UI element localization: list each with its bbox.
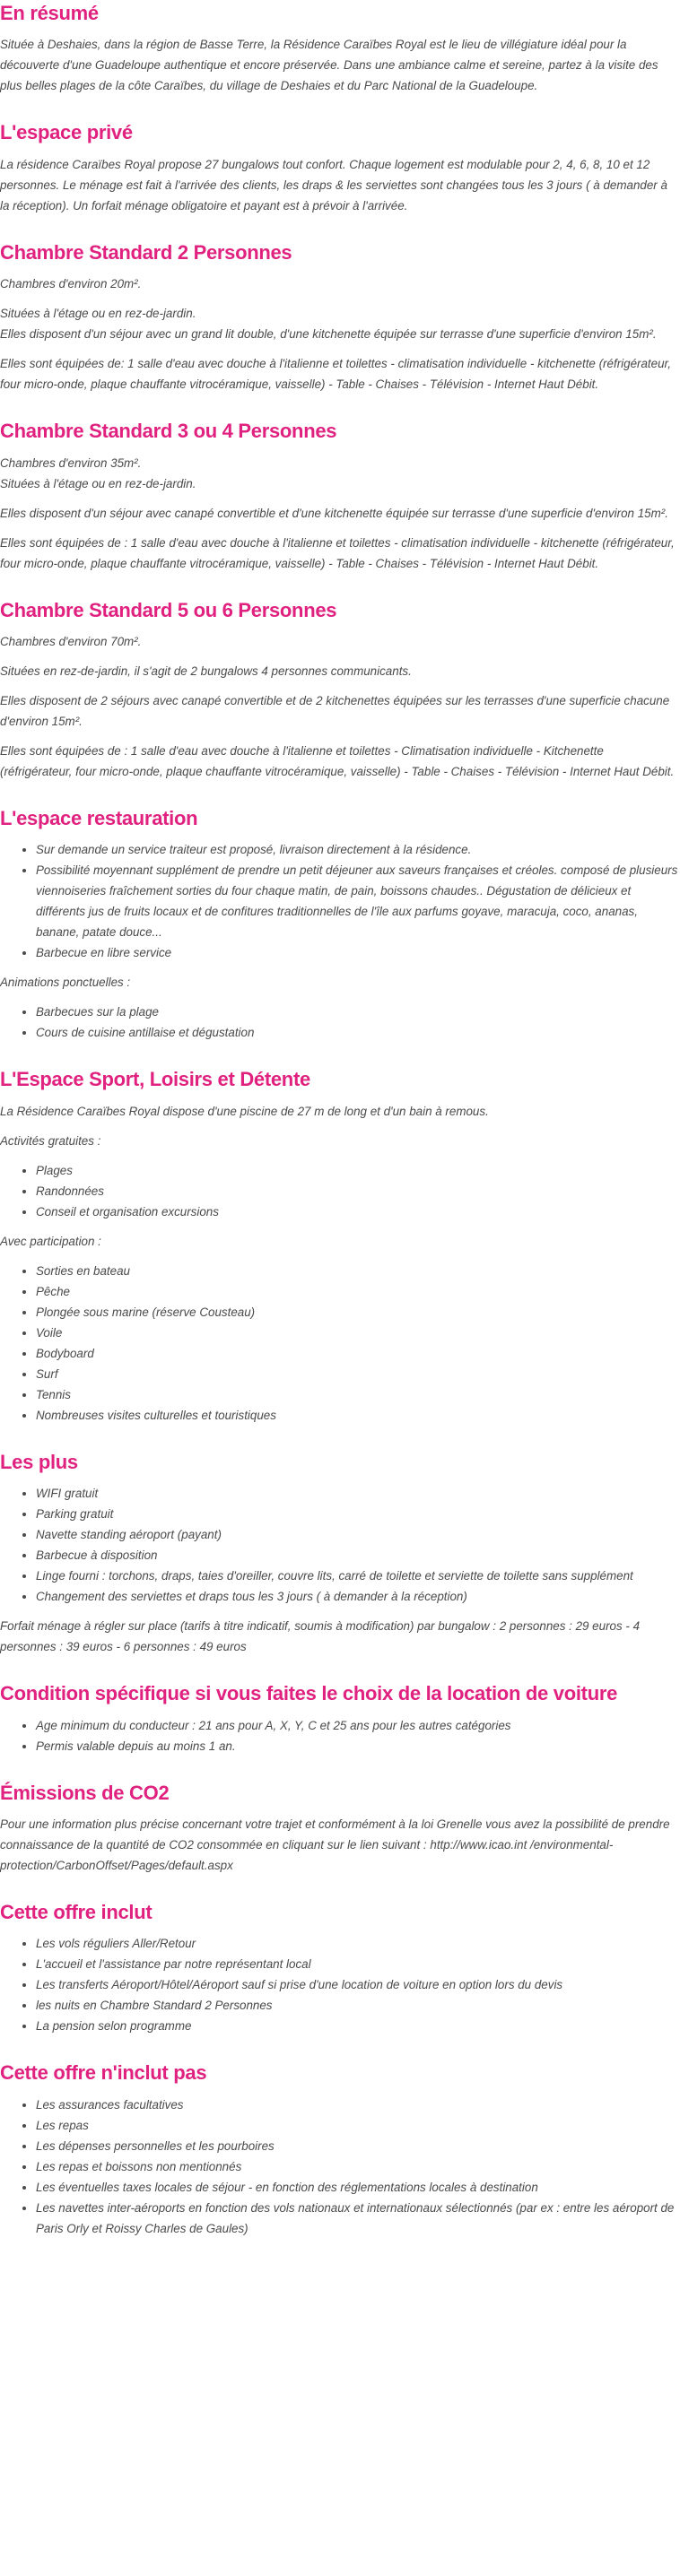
list-item: • Nombreuses visites culturelles et touristiques: [36, 1405, 678, 1426]
list-item: • Les navettes inter-aéroports en fonction des vols nationaux et internationaux sélectionnés (par ex : entre les aéroport de Paris Orly et Roissy Charles de Gaules): [36, 2198, 678, 2239]
section-title-chambre-3-4: Chambre Standard 3 ou 4 Personnes: [0, 420, 337, 443]
list-item: • Les assurances facultatives: [36, 2095, 678, 2115]
list-item: • Parking gratuit: [36, 1504, 678, 1524]
chambre-2-desc: [0, 303, 678, 344]
section-co2: [0, 1782, 678, 1876]
plus-list: [0, 1483, 678, 1607]
list-item: • les nuits en Chambre Standard 2 Personnes: [36, 1995, 678, 2016]
section-plus: [0, 1451, 678, 1657]
section-title-espace-prive: L'espace privé: [0, 121, 133, 144]
ninclut-list: [0, 2095, 678, 2239]
list-item: • Randonnées: [36, 1181, 678, 1201]
animations-label: Animations ponctuelles :: [0, 976, 131, 990]
chambre-5-6-equipment: Elles sont équipées de : 1 salle d'eau avec douche à l'italienne et toilettes - Climatisation individuelle - Kitchenette (réfrigérateur, four micro-onde, plaque chauffante vitrocéramique, vaisselle) - Table - Chaises - Télévision - Internet Haut Débit.: [0, 743, 675, 778]
list-item: • Sur demande un service traiteur est proposé, livraison directement à la résidence.: [36, 839, 678, 860]
chambre-5-6-layout: Elles disposent de 2 séjours avec canapé convertible et de 2 kitchenettes équipées sur les terrasses d'une superficie chacune d'environ 15m².: [0, 693, 670, 728]
paid-activities-label: Avec participation :: [0, 1234, 101, 1248]
section-chambre-2: [0, 241, 678, 395]
list-item: • Les dépenses personnelles et les pourboires: [36, 2136, 678, 2156]
list-item: • Navette standing aéroport (payant): [36, 1524, 678, 1545]
section-title-voiture: Condition spécifique si vous faites le choix de la location de voiture: [0, 1682, 618, 1705]
menage-forfait-text: Forfait ménage à régler sur place (tarifs à titre indicatif, soumis à modification) par bungalow : 2 personnes : 29 euros - 4 personnes : 39 euros - 6 personnes : 49 euros: [0, 1619, 641, 1654]
chambre-5-6-location: Situées en rez-de-jardin, il s'agit de 2 bungalows 4 personnes communicants.: [0, 664, 412, 678]
section-title-chambre-2: Chambre Standard 2 Personnes: [0, 240, 292, 264]
resume-text: Située à Deshaies, dans la région de Basse Terre, la Résidence Caraïbes Royal est le lieu de villégiature idéal pour la découverte d'une Guadeloupe authentique et encore préservée. Dans une ambiance calme et sereine, partez à la visite des plus belles plages de la côte Caraïbes, du village de Deshaies et du Parc National de la Guadeloupe.: [0, 38, 658, 93]
section-title-co2: Émissions de CO2: [0, 1781, 170, 1804]
list-item: • Surf: [36, 1364, 678, 1384]
list-item: • Sorties en bateau: [36, 1261, 678, 1281]
section-title-ninclut: Cette offre n'inclut pas: [0, 2061, 207, 2085]
list-item: • Bodyboard: [36, 1343, 678, 1364]
free-activities-list: [0, 1160, 678, 1222]
section-restauration: [0, 807, 678, 1043]
co2-text: Pour une information plus précise concernant votre trajet et conformément à la loi Grenelle vous avez la possibilité de prendre connaissance de la quantité de CO2 consommée en cliquant sur le lien suivant : http://www.icao.int /environmental-protection/CarbonOffset/Pages/default.aspx: [0, 1817, 670, 1872]
list-item: • Linge fourni : torchons, draps, taies d'oreiller, couvre lits, carré de toilette et serviette de toilette sans supplément: [36, 1566, 678, 1586]
section-inclut: [0, 1901, 678, 2036]
list-item: • Conseil et organisation excursions: [36, 1201, 678, 1222]
chambre-3-4-intro: [0, 453, 678, 494]
section-chambre-5-6: [0, 599, 678, 782]
voiture-list: [0, 1715, 678, 1756]
free-activities-label: Activités gratuites :: [0, 1133, 101, 1148]
list-item: • Barbecue à disposition: [36, 1545, 678, 1566]
restauration-list: [0, 839, 678, 963]
list-item: • WIFI gratuit: [36, 1483, 678, 1504]
section-sport: [0, 1068, 678, 1425]
list-item: • Plongée sous marine (réserve Cousteau): [36, 1302, 678, 1323]
section-title-resume: En résumé: [0, 2, 99, 24]
list-item: • La pension selon programme: [36, 2016, 678, 2036]
list-item: • Plages: [36, 1160, 678, 1181]
paid-activities-list: [0, 1261, 678, 1426]
chambre-2-location: Situées à l'étage ou en rez-de-jardin.: [0, 307, 196, 321]
section-resume: [0, 0, 678, 96]
section-chambre-3-4: [0, 420, 678, 573]
list-item: • Barbecues sur la plage: [36, 1002, 678, 1022]
list-item: • Possibilité moyennant supplément de prendre un petit déjeuner aux saveurs françaises et créoles. composé de plusieurs viennoiseries fraîchement sorties du four chaque matin, de pain, boissons chaudes.. Dégustation de délicieux et différents jus de fruits locaux et de confitures traditionnelles de l'île aux parfums goyave, maracuja, coco, ananas, banane, patate douce...: [36, 860, 678, 942]
section-ninclut: [0, 2061, 678, 2238]
list-item: • L'accueil et l'assistance par notre représentant local: [36, 1954, 678, 1974]
section-title-restauration: L'espace restauration: [0, 806, 198, 829]
list-item: • Les éventuelles taxes locales de séjour - en fonction des réglementations locales à destination: [36, 2177, 678, 2198]
list-item: • Cours de cuisine antillaise et dégustation: [36, 1022, 678, 1043]
espace-prive-text: La résidence Caraïbes Royal propose 27 bungalows tout confort. Chaque logement est modulable pour 2, 4, 6, 8, 10 et 12 personnes. Le ménage est fait à l'arrivée des clients, les draps & les serviettes sont changées tous les 3 jours ( à demander à la réception). Un forfait ménage obligatoire et payant est à prévoir à l'arrivée.: [0, 157, 667, 212]
list-item: • Tennis: [36, 1384, 678, 1405]
chambre-3-4-location: Situées à l'étage ou en rez-de-jardin.: [0, 476, 196, 490]
chambre-3-4-layout: Elles disposent d'un séjour avec canapé convertible et d'une kitchenette équipée sur terrasse d'une superficie d'environ 15m².: [0, 506, 668, 520]
list-item: • Pêche: [36, 1281, 678, 1302]
section-title-chambre-5-6: Chambre Standard 5 ou 6 Personnes: [0, 598, 337, 621]
animations-list: [0, 1002, 678, 1043]
chambre-5-6-size: Chambres d'environ 70m².: [0, 634, 142, 648]
chambre-3-4-size: Chambres d'environ 35m².: [0, 455, 142, 470]
section-espace-prive: [0, 121, 678, 215]
section-voiture: [0, 1682, 678, 1756]
list-item: • Les vols réguliers Aller/Retour: [36, 1933, 678, 1954]
list-item: • Les transferts Aéroport/Hôtel/Aéroport sauf si prise d'une location de voiture en option lors du devis: [36, 1974, 678, 1995]
list-item: • Changement des serviettes et draps tous les 3 jours ( à demander à la réception): [36, 1586, 678, 1607]
list-item: • Les repas: [36, 2115, 678, 2136]
section-title-inclut: Cette offre inclut: [0, 1900, 153, 1923]
list-item: • Permis valable depuis au moins 1 an.: [36, 1736, 678, 1756]
list-item: • Les repas et boissons non mentionnés: [36, 2156, 678, 2177]
inclut-list: [0, 1933, 678, 2036]
chambre-2-size: Chambres d'environ 20m².: [0, 277, 142, 291]
list-item: • Voile: [36, 1323, 678, 1343]
section-title-sport: L'Espace Sport, Loisirs et Détente: [0, 1068, 310, 1091]
sport-pool-text: La Résidence Caraïbes Royal dispose d'une piscine de 27 m de long et d'un bain à remous.: [0, 1104, 489, 1118]
section-title-plus: Les plus: [0, 1450, 78, 1473]
chambre-2-equipment: Elles sont équipées de: 1 salle d'eau avec douche à l'italienne et toilettes - climatisation individuelle - kitchenette (réfrigérateur, four micro-onde, plaque chauffante vitrocéramique, vaisselle) - Table - Chaises - Télévision - Internet Haut Débit.: [0, 357, 671, 392]
chambre-2-layout: Elles disposent d'un séjour avec un grand lit double, d'une kitchenette équipée sur terrasse d'une superficie d'environ 15m².: [0, 327, 657, 342]
chambre-3-4-equipment: Elles sont équipées de : 1 salle d'eau avec douche à l'italienne et toilettes - climatisation individuelle - kitchenette (réfrigérateur, four micro-onde, plaque chauffante vitrocéramique, vaisselle) - Table - Chaises - Télévision - Internet Haut Débit.: [0, 535, 675, 570]
list-item: • Barbecue en libre service: [36, 942, 678, 963]
list-item: • Age minimum du conducteur : 21 ans pour A, X, Y, C et 25 ans pour les autres catégories: [36, 1715, 678, 1736]
